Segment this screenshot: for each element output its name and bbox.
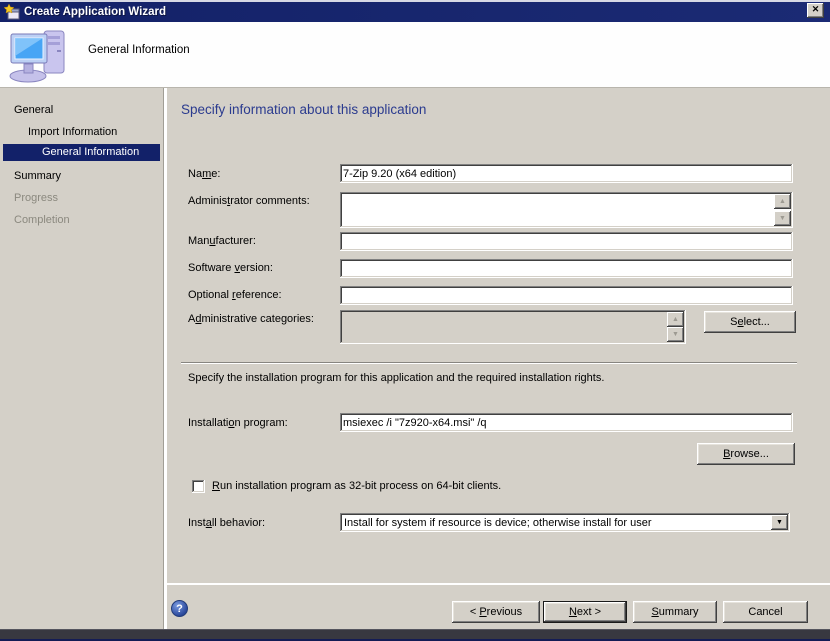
administrative-categories-scrollbar (667, 312, 684, 342)
administrative-categories-value (340, 310, 667, 344)
close-icon: ✕ (811, 4, 820, 14)
help-icon[interactable]: ? (171, 600, 188, 617)
next-button[interactable]: Next > (543, 601, 627, 623)
install-behavior-label: Install behavior: (188, 517, 266, 529)
chevron-down-icon[interactable]: ▼ (771, 515, 788, 530)
window-bottom-edge (0, 629, 830, 641)
name-input[interactable] (340, 164, 793, 183)
administrator-comments-textarea[interactable] (340, 192, 793, 228)
cancel-button[interactable]: Cancel (723, 601, 808, 623)
manufacturer-input[interactable] (340, 232, 793, 251)
wizard-steps-sidebar (0, 88, 163, 629)
sidebar-item-general: General (14, 104, 54, 116)
section-divider (181, 362, 797, 364)
sidebar-item-progress: Progress (14, 192, 59, 204)
titlebar[interactable] (0, 2, 830, 22)
previous-button[interactable]: < Previous (452, 601, 540, 623)
sidebar-item-completion: Completion (14, 214, 70, 226)
administrative-categories-label: Administrative categories: (188, 313, 314, 325)
sidebar-item-import-information: Import Information (28, 126, 118, 138)
application-icon (8, 28, 70, 84)
footer-divider (167, 583, 830, 585)
scroll-up-icon[interactable]: ▲ (774, 194, 791, 209)
install-behavior-value: Install for system if resource is device; otherwise install for user (344, 516, 652, 529)
scroll-down-icon[interactable]: ▼ (774, 211, 791, 226)
installation-program-label: Installation program: (188, 417, 288, 429)
scroll-down-icon: ▼ (667, 327, 684, 342)
run-32bit-checkbox-label: Run installation program as 32-bit process on 64-bit clients. (212, 480, 502, 492)
sidebar-item-summary: Summary (14, 170, 62, 182)
administrator-comments-value (340, 192, 774, 228)
install-behavior-dropdown[interactable] (340, 513, 790, 532)
installation-section-text: Specify the installation program for this application and the required installation rights. (188, 372, 605, 384)
close-button[interactable] (807, 3, 824, 18)
select-button[interactable]: Select... (704, 311, 796, 333)
software-version-input[interactable] (340, 259, 793, 278)
summary-button[interactable]: Summary (633, 601, 717, 623)
wizard-icon (4, 4, 20, 20)
administrative-categories-box (340, 310, 686, 344)
page-heading: Specify information about this application (181, 102, 427, 117)
administrator-comments-scrollbar (774, 194, 791, 226)
installation-program-input[interactable] (340, 413, 793, 432)
optional-reference-label: Optional reference: (188, 289, 282, 301)
sidebar-item-general-information-selected: General Information (3, 144, 160, 161)
administrator-comments-label: Administrator comments: (188, 195, 310, 207)
window-title: Create Application Wizard (24, 6, 166, 18)
header-page-title: General Information (88, 44, 190, 56)
software-version-label: Software version: (188, 262, 273, 274)
run-32bit-checkbox[interactable] (192, 480, 205, 493)
name-label: Name: (188, 168, 221, 180)
main-content (167, 88, 830, 629)
browse-button[interactable]: Browse... (697, 443, 795, 465)
wizard-header (0, 22, 830, 88)
optional-reference-input[interactable] (340, 286, 793, 305)
manufacturer-label: Manufacturer: (188, 235, 256, 247)
scroll-up-icon: ▲ (667, 312, 684, 327)
